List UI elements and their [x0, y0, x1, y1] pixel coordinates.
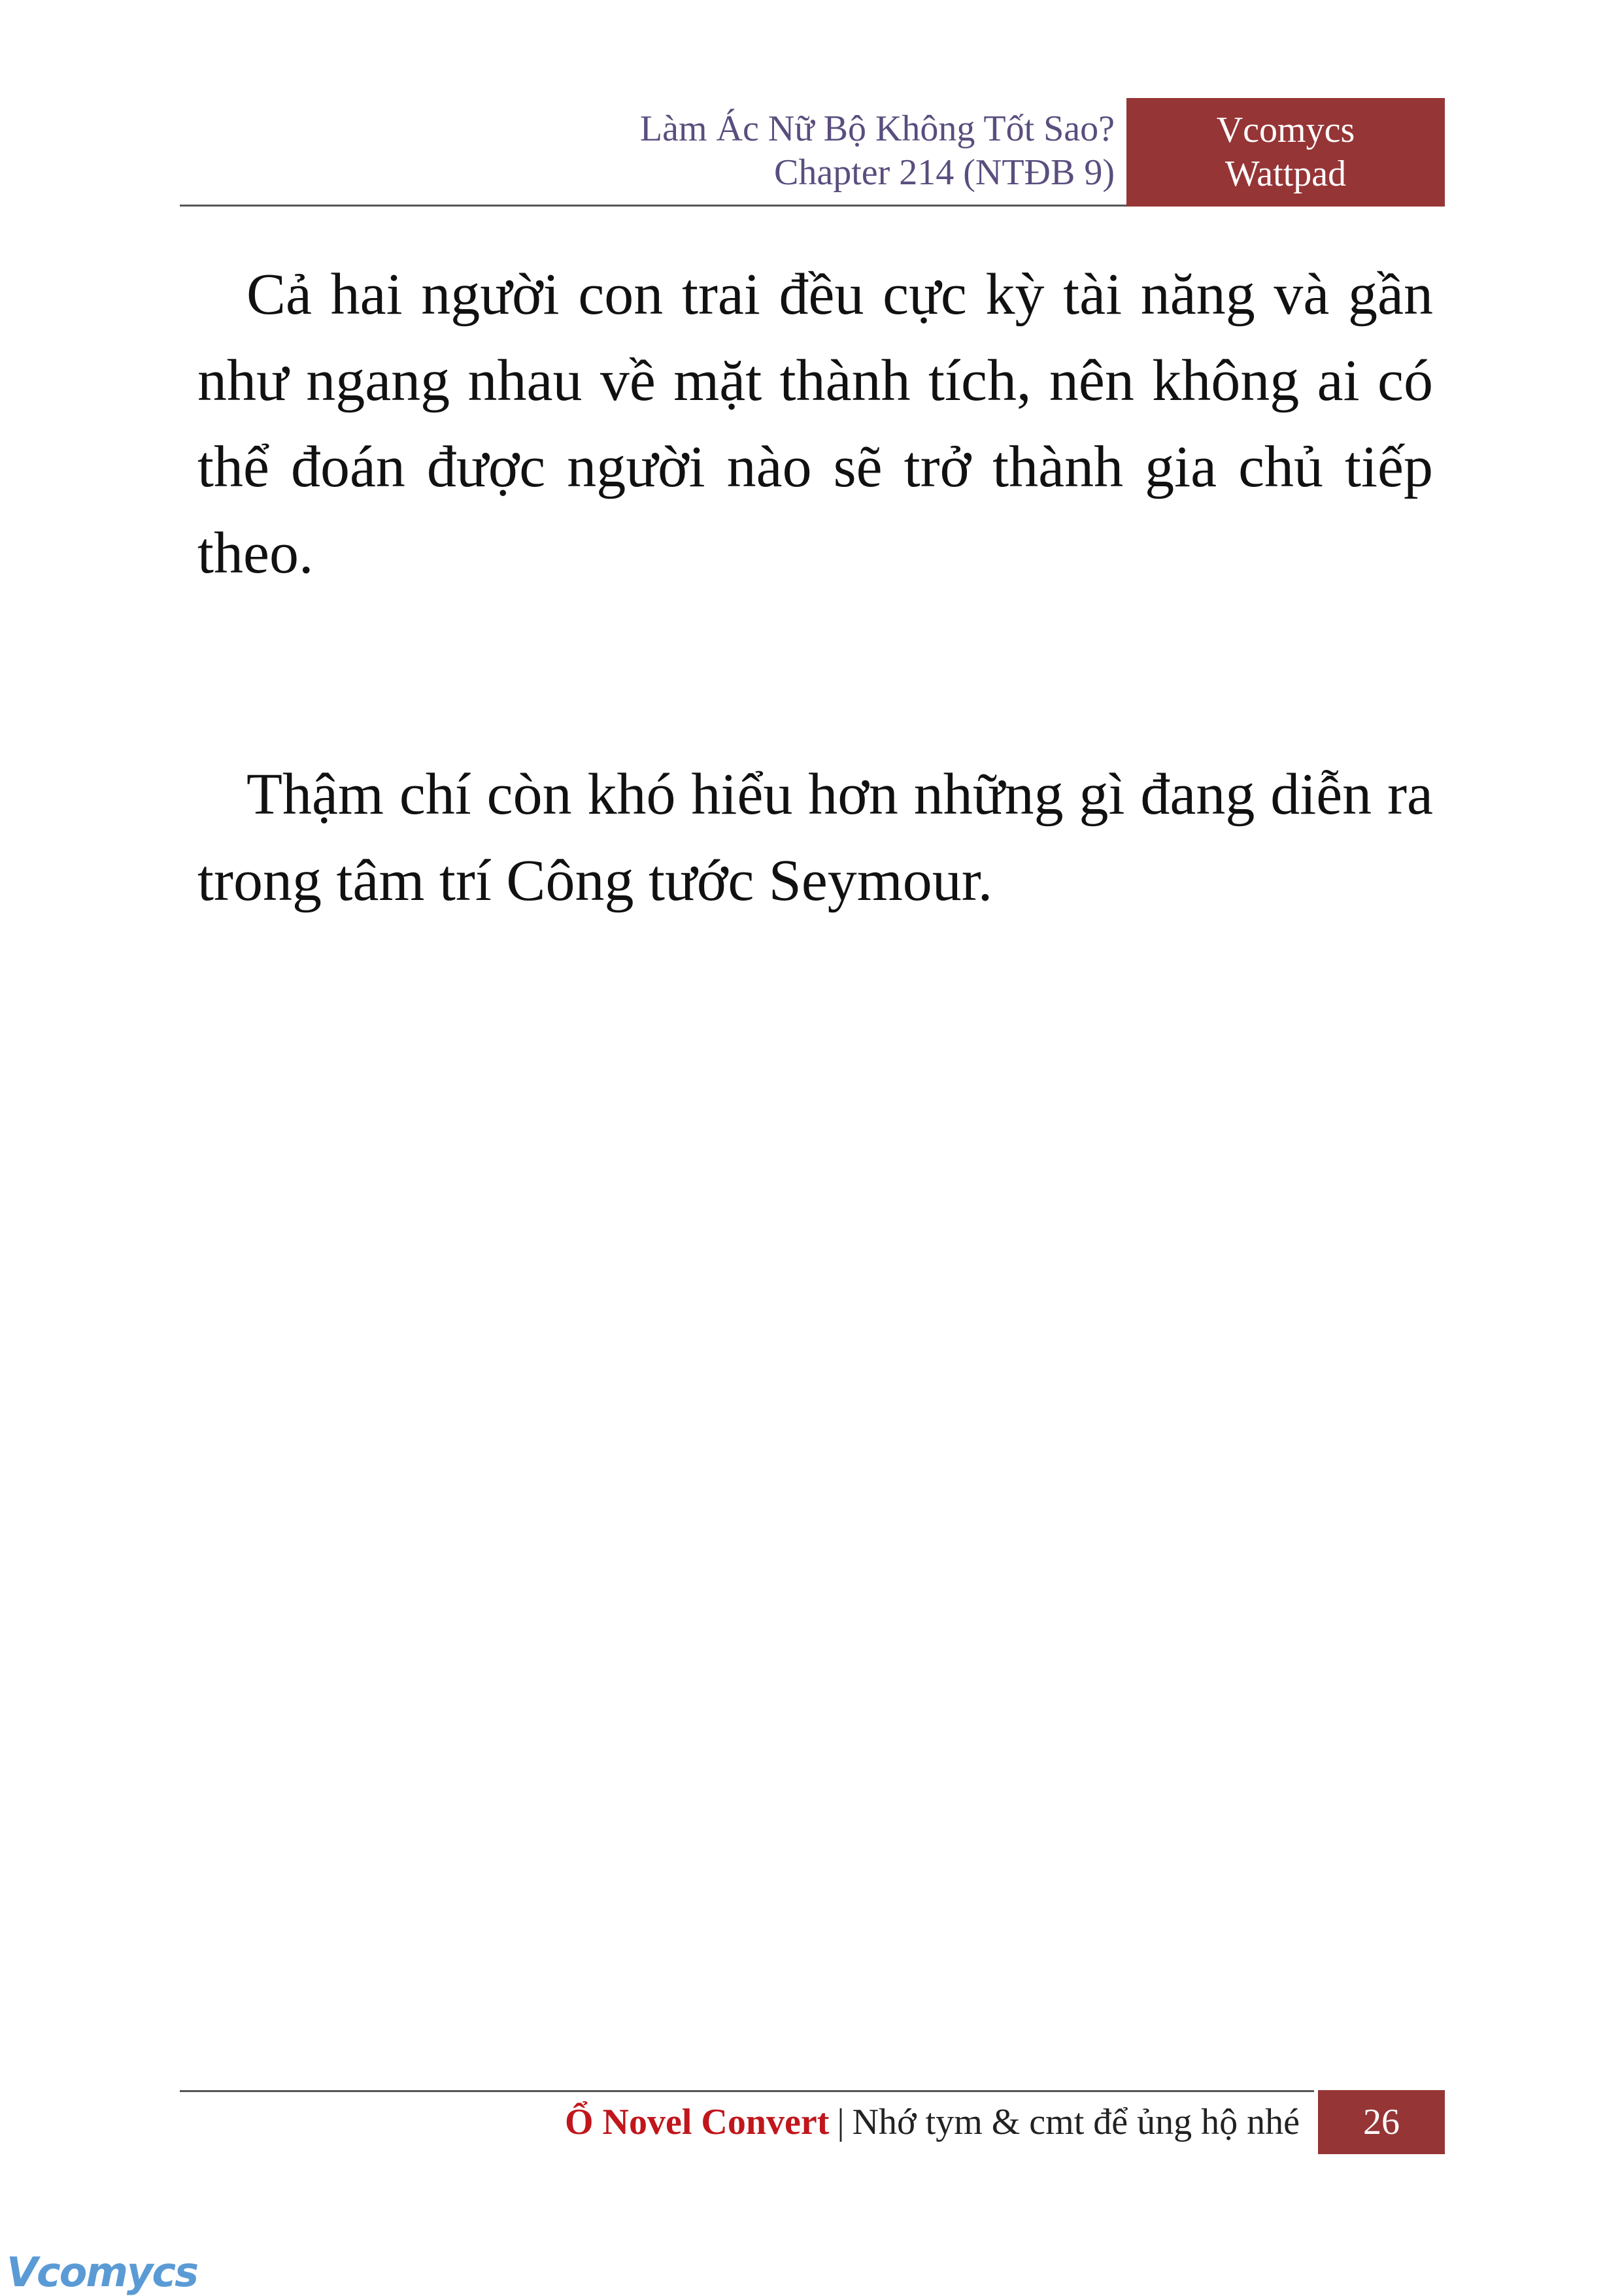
paragraph-1: Cả hai người con trai đều cực kỳ tài năng và gần như ngang nhau về mặt thành tích, nên không ai có thể đoán được người nào sẽ trở thành gia chủ tiếp theo. [197, 262, 1433, 586]
watermark-logo: Vcomycs [7, 2248, 198, 2296]
page-footer [180, 2090, 1445, 2154]
header-titles [640, 107, 1115, 195]
footer-divider [180, 2090, 1314, 2092]
footer-message: Nhớ tym & cmt để ủng hộ nhé [852, 2102, 1300, 2142]
source-line-2: Wattpad [1225, 154, 1347, 194]
book-title: Làm Ác Nữ Bộ Không Tốt Sao? [639, 108, 1115, 149]
footer-separator: | [837, 2102, 845, 2142]
page-number: 26 [1318, 2090, 1445, 2154]
page-header [180, 98, 1445, 207]
footer-credit [565, 2099, 1300, 2145]
header-divider [180, 205, 1126, 207]
source-line-1: Vcomycs [1216, 110, 1355, 150]
footer-brand: Ổ Novel Convert [565, 2102, 830, 2142]
paragraph-1-container [197, 252, 1433, 597]
paragraph-2: Thậm chí còn khó hiểu hơn những gì đang diễn ra trong tâm trí Công tước Seymour. [197, 762, 1433, 913]
chapter-label: Chapter 214 (NTĐB 9) [773, 152, 1115, 193]
paragraph-2-container [197, 752, 1433, 924]
header-source-box [1126, 98, 1445, 207]
